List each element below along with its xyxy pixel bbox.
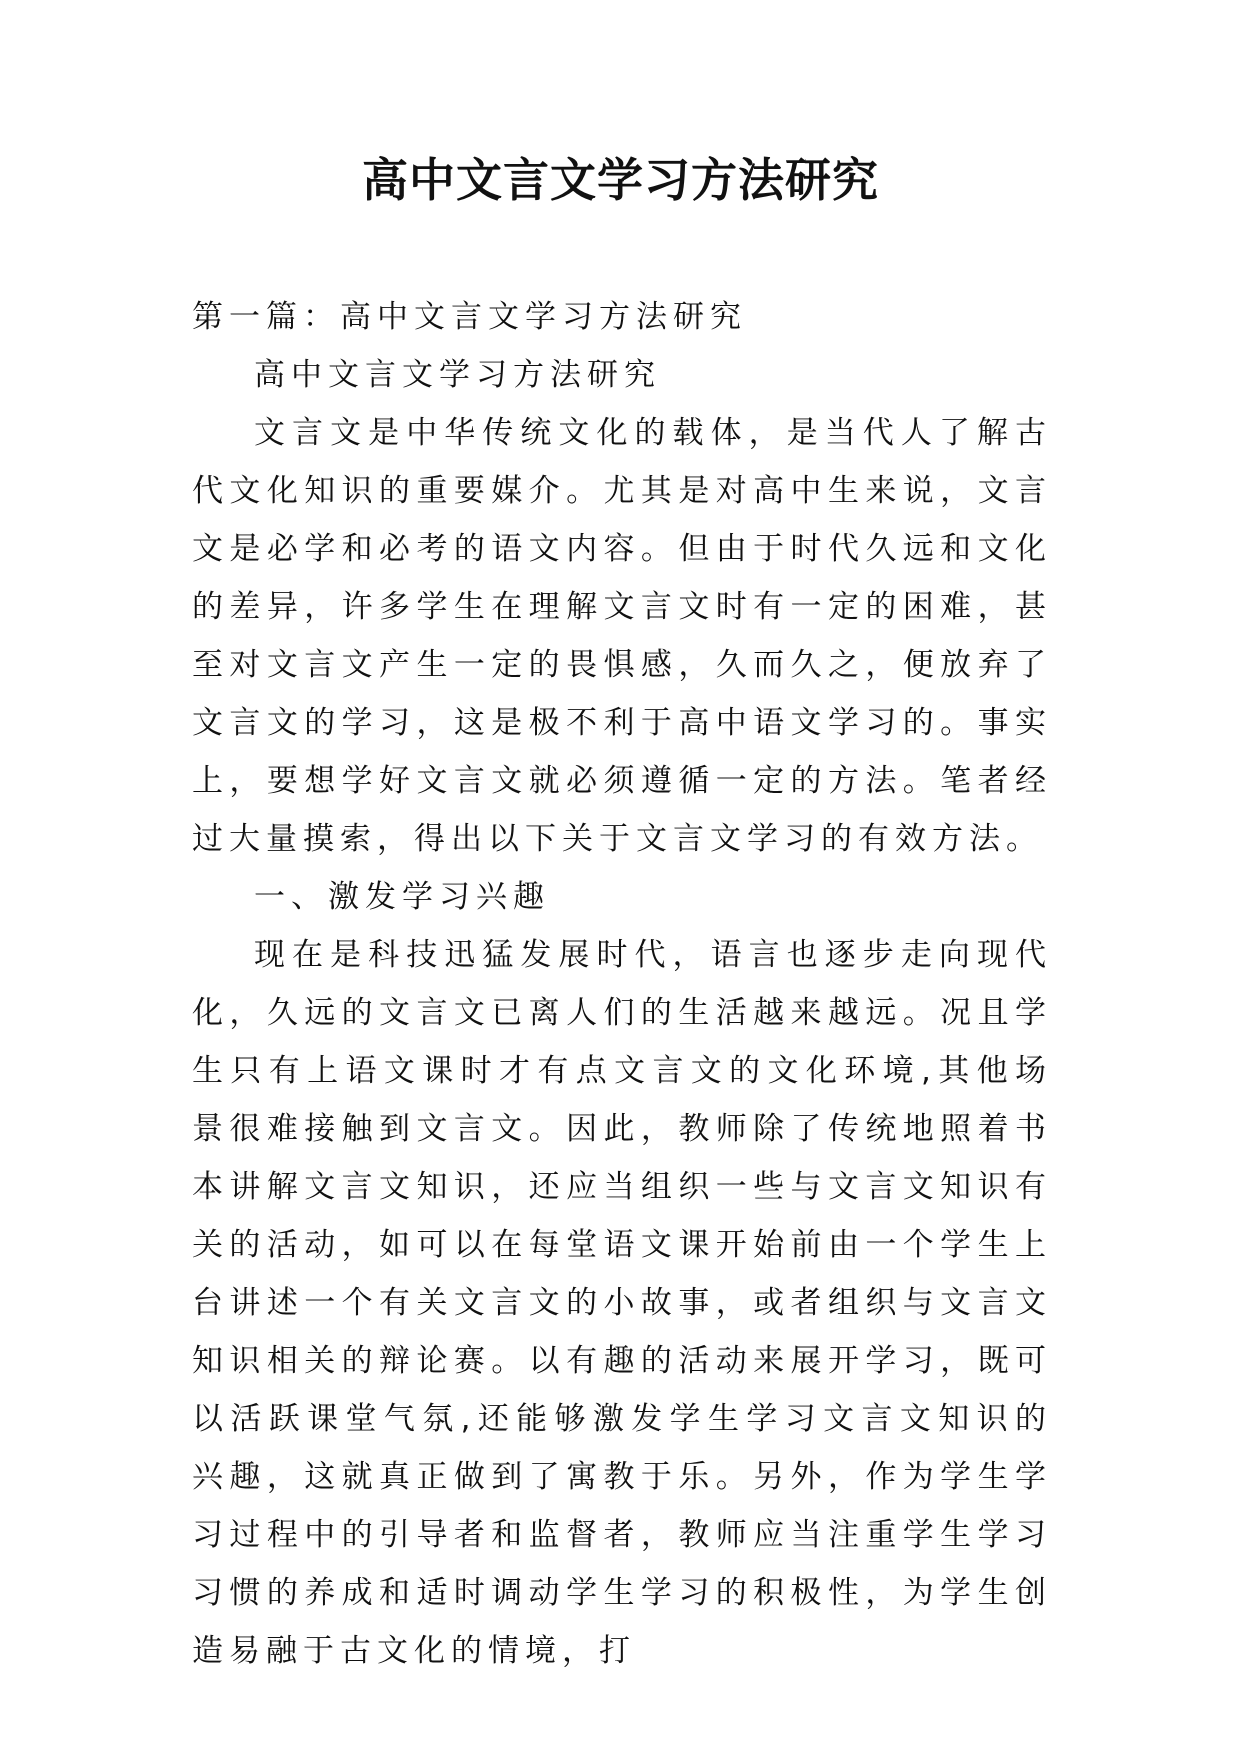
paragraph-interest: 现在是科技迅猛发展时代，语言也逐步走向现代化，久远的文言文已离人们的生活越来越远。况且学生只有上语文课时才有点文言文的文化环境,其他场景很难接触到文言文。因此，教师除了传统地照着书本讲解文言文知识，还应当组织一些与文言文知识有关的活动，如可以在每堂语文课开始前由一个学生上台讲述一个有关文言文的小故事，或者组织与文言文知识相关的辩论赛。以有趣的活动来展开学习，既可以活跃课堂气氛,还能够激发学生学习文言文知识的兴趣，这就真正做到了寓教于乐。另外，作为学生学习过程中的引导者和监督者，教师应当注重学生学习习惯的养成和适时调动学生学习的积极性，为学生创造易融于古文化的情境，打 bbox=[192, 937, 1052, 1669]
heading-stimulate-interest: 一、激发学习兴趣 bbox=[254, 879, 550, 915]
document-body bbox=[192, 288, 1052, 1680]
document-title: 高中文言文学习方法研究 bbox=[362, 153, 879, 207]
section-label: 第一篇：高中文言文学习方法研究 bbox=[192, 299, 747, 335]
paragraph-intro: 文言文是中华传统文化的载体，是当代人了解古代文化知识的重要媒介。尤其是对高中生来说，文言文是必学和必考的语文内容。但由于时代久远和文化的差异，许多学生在理解文言文时有一定的困难，甚至对文言文产生一定的畏惧感，久而久之，便放弃了文言文的学习，这是极不利于高中语文学习的。事实上，要想学好文言文就必须遵循一定的方法。笔者经过大量摸索，得出以下关于文言文学习的有效方法。 bbox=[192, 415, 1052, 857]
section-subtitle: 高中文言文学习方法研究 bbox=[254, 357, 661, 393]
